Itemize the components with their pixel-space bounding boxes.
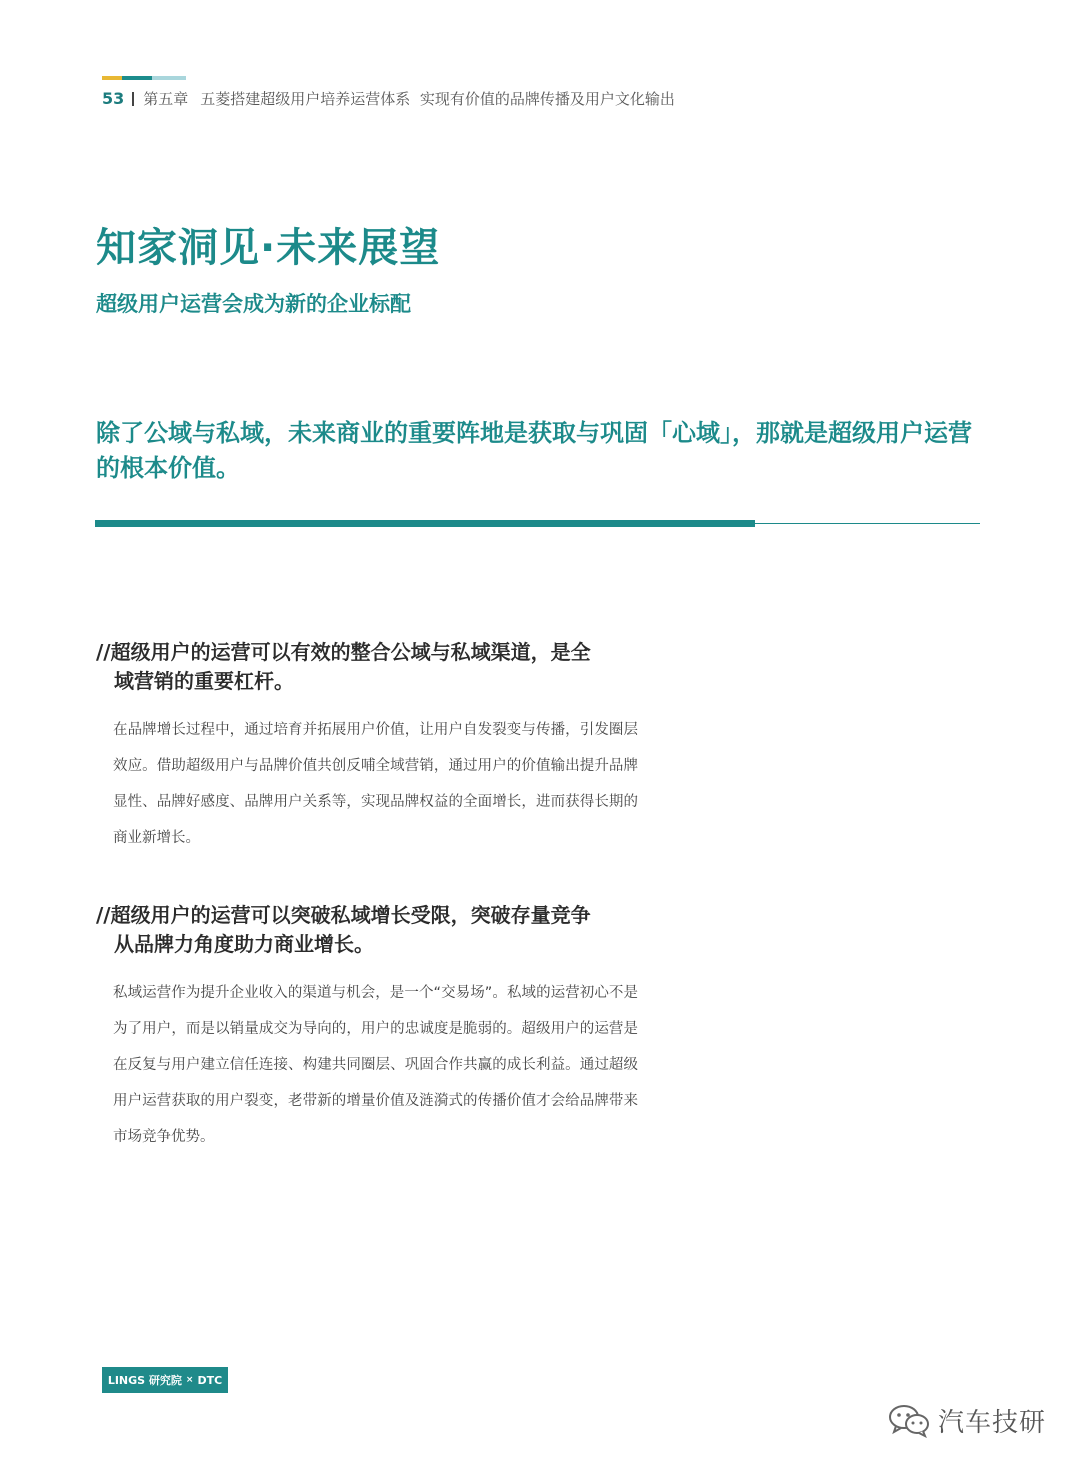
page-number: 53 bbox=[102, 89, 125, 108]
wechat-icon bbox=[888, 1404, 932, 1438]
header-separator bbox=[132, 92, 134, 106]
divider-bar bbox=[95, 520, 755, 527]
section-heading-line: 域营销的重要杠杆。 bbox=[114, 669, 294, 693]
publisher-logo bbox=[102, 1367, 228, 1393]
header-color-bar bbox=[102, 76, 186, 80]
watermark bbox=[888, 1402, 1046, 1439]
color-bar-light-blue bbox=[152, 76, 186, 80]
color-bar-teal bbox=[122, 76, 152, 80]
section-body: 在品牌增长过程中，通过培育并拓展用户价值，让用户自发裂变与传播，引发圈层效应。借助超级用户与品牌价值共创反哺全域营销，通过用户的价值输出提升品牌显性、品牌好感度、品牌用户关系等，实现品牌权益的全面增长，进而获得长期的商业新增长。 bbox=[113, 722, 638, 846]
page-subtitle: 超级用户运营会成为新的企业标配 bbox=[96, 292, 411, 316]
color-bar-yellow bbox=[102, 76, 122, 80]
logo-left-text: LINGS 研究院 bbox=[107, 1374, 182, 1387]
lead-paragraph: 除了公域与私域，未来商业的重要阵地是获取与巩固「心域」，那就是超级用户运营的根本价值。 bbox=[96, 419, 972, 482]
page-title: 知家洞见·未来展望 bbox=[96, 225, 441, 271]
section-body: 私域运营作为提升企业收入的渠道与机会，是一个“交易场”。私域的运营初心不是为了用户，而是以销量成交为导向的，用户的忠诚度是脆弱的。超级用户的运营是在反复与用户建立信任连接、构建共同圈层、巩固合作共赢的成长利益。通过超级用户运营获取的用户裂变，老带新的增量价值及涟漪式的传播价值才会给品牌带来市场竞争优势。 bbox=[113, 985, 638, 1145]
section-heading bbox=[96, 638, 656, 696]
running-header bbox=[102, 88, 675, 109]
chapter-title: 五菱搭建超级用户培养运营体系 实现有价值的品牌传播及用户文化输出 bbox=[200, 90, 675, 108]
section-heading bbox=[96, 901, 656, 959]
watermark-text: 汽车技研 bbox=[938, 1408, 1047, 1438]
section-heading-line: //超级用户的运营可以突破私域增长受限，突破存量竞争 bbox=[96, 903, 591, 927]
logo-right-text: DTC bbox=[197, 1373, 223, 1387]
section-heading-line: //超级用户的运营可以有效的整合公域与私域渠道，是全 bbox=[96, 640, 591, 664]
section-heading-line: 从品牌力角度助力商业增长。 bbox=[114, 932, 374, 956]
chapter-label: 第五章 bbox=[143, 90, 189, 108]
logo-cross: × bbox=[185, 1375, 194, 1385]
